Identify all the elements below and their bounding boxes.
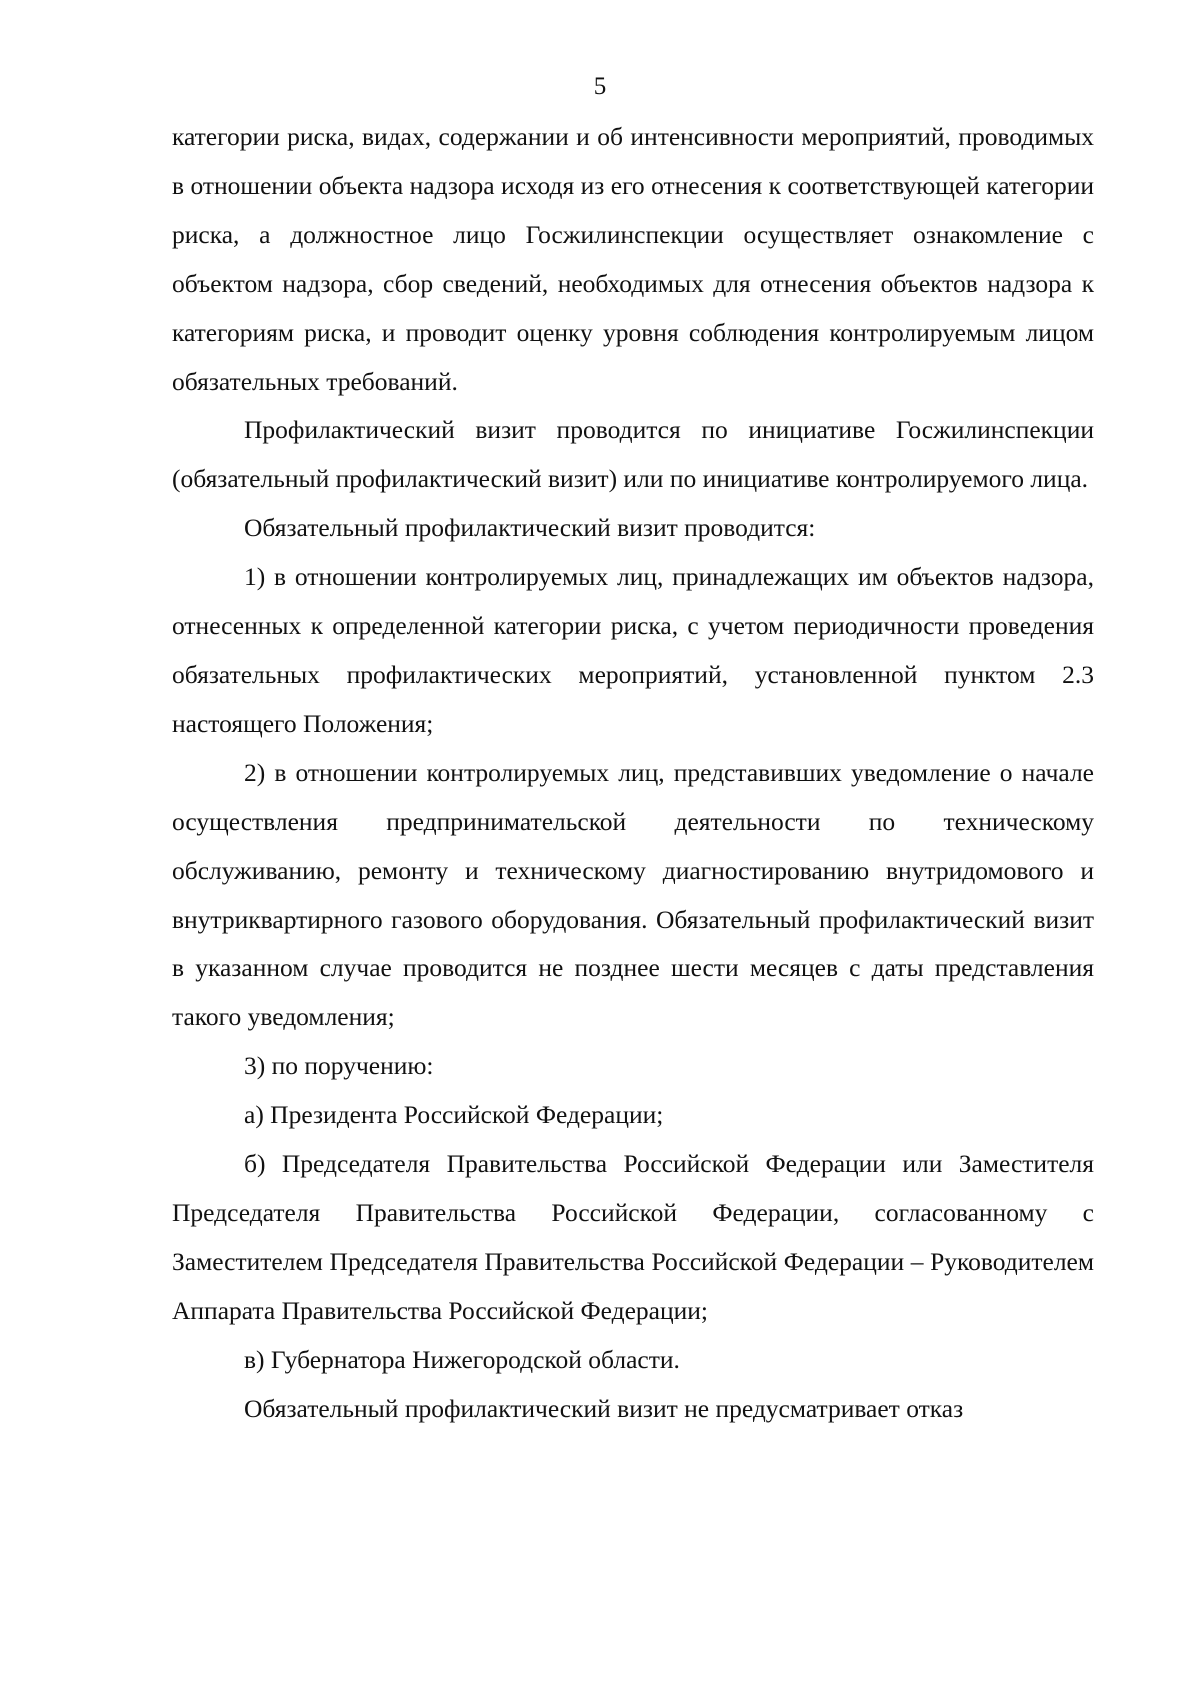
paragraph: 1) в отношении контролируемых лиц, принадлежащих им объектов надзора, отнесенных к определенной категории риска, с учетом периодичности проведения обязательных профилактических мероприятий, установленной пунктом 2.3 настоящего Положения;	[172, 562, 1094, 738]
paragraph: б) Председателя Правительства Российской Федерации или Заместителя Председателя Правительства Российской Федерации, согласованному с Заместителем Председателя Правительства Российской Федерации – Руководителем Аппарата Правительства Российской Федерации;	[172, 1149, 1094, 1325]
paragraph: 2) в отношении контролируемых лиц, представивших уведомление о начале осуществления предпринимательской деятельности по техническому обслуживанию, ремонту и техническому диагностированию внутридомового и внутриквартирного газового оборудования. Обязательный профилактический визит в указанном случае проводится не позднее шести месяцев с даты представления такого уведомления;	[172, 757, 1094, 1032]
paragraph: Обязательный профилактический визит проводится:	[244, 513, 816, 543]
paragraph: категории риска, видах, содержании и об интенсивности мероприятий, проводимых в отношении объекта надзора исходя из его отнесения к соответствующей категории риска, а должностное лицо Госжилинспекции осуществляет ознакомление с объектом надзора, сбор сведений, необходимых для отнесения объектов надзора к категориям риска, и проводит оценку уровня соблюдения контролируемым лицом обязательных требований.	[172, 122, 1094, 396]
document-body	[172, 113, 1094, 1433]
page-number: 5	[593, 73, 607, 100]
paragraph: в) Губернатора Нижегородской области.	[244, 1344, 680, 1374]
paragraph: 3) по поручению:	[244, 1051, 434, 1081]
paragraph: Обязательный профилактический визит не предусматривает отказ	[244, 1393, 964, 1423]
paragraph: Профилактический визит проводится по инициативе Госжилинспекции (обязательный профилактический визит) или по инициативе контролируемого лица.	[172, 415, 1094, 494]
paragraph: а) Президента Российской Федерации;	[244, 1100, 664, 1130]
